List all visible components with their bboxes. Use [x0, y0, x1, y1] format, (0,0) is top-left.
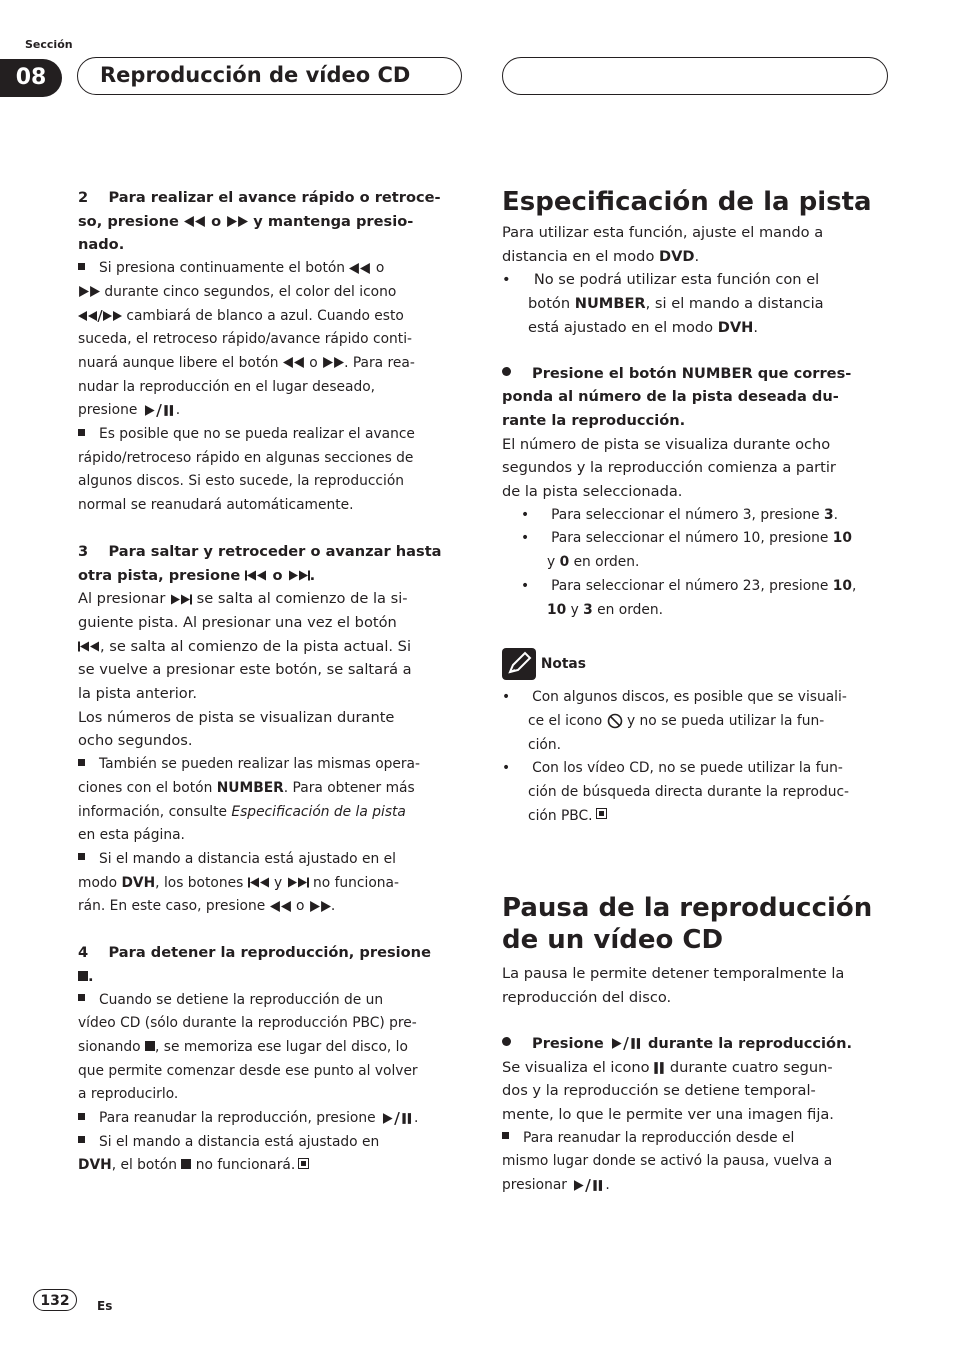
- step-3-heading: 3 Para saltar y retroceder o avanzar hasta otra pista, presione o .: [78, 542, 442, 584]
- example-3: • Para seleccionar el número 23, presione 10, 10 y 3 en orden.: [521, 577, 857, 618]
- chapter-title-box: [77, 57, 462, 95]
- heading-pause-playback: Pausa de la reproducción de un vídeo CD: [502, 893, 873, 956]
- rewind-icon: [283, 357, 305, 368]
- stop-icon: [181, 1159, 191, 1169]
- header-empty-box: [502, 57, 888, 95]
- page-number: 132: [33, 1289, 77, 1311]
- end-mark-icon: [298, 1158, 309, 1169]
- step-2-heading: 2 Para realizar el avance rápido o retroce- so, presione o y mantenga presio- nado.: [78, 189, 441, 254]
- play-pause-icon: [571, 1179, 605, 1192]
- previous-track-icon: [78, 641, 100, 652]
- fast-forward-icon: [322, 357, 344, 368]
- notes-heading: Notas: [502, 648, 894, 680]
- prohibited-icon: [607, 713, 623, 729]
- pause-intro: La pausa le permite detener temporalmente la reproducción del disco.: [502, 965, 845, 1007]
- note-1: • Con algunos discos, es posible que se visuali- ce el icono y no se pueda utilizar la fun- ción.: [502, 689, 847, 753]
- example-2: • Para seleccionar el número 10, presione 10 y 0 en orden.: [521, 530, 852, 571]
- pause-description: Se visualiza el icono durante cuatro segun- dos y la reproducción se detiene temporal- mente, lo que le permite ver una imagen fija.: [502, 1058, 834, 1123]
- end-mark-icon: [596, 808, 607, 819]
- track-spec-description: El número de pista se visualiza durante ocho segundos y la reproducción comienza a partir de la pista seleccionada.: [502, 435, 836, 501]
- chapter-title: Reproducción de vídeo CD: [100, 63, 411, 87]
- fast-forward-icon: [309, 901, 331, 912]
- step-3-para-2: Los números de pista se visualizan durante ocho segundos.: [78, 708, 395, 750]
- next-track-icon: [170, 594, 192, 605]
- step-3-para-1: Al presionar se salta al comienzo de la si- guiente pista. Al presionar una vez el botón , se salta al comienzo de la pista actual. Si se vuelve a presionar este botón, se saltará a la pista anterior.: [78, 590, 412, 703]
- next-track-icon: [287, 877, 309, 888]
- pause-step: Presione durante la reproducción.: [502, 1032, 894, 1056]
- example-1: • Para seleccionar el número 3, presione 3.: [521, 506, 839, 523]
- right-column: [502, 186, 894, 1198]
- track-spec-step: Presione el botón NUMBER que corres- ponda al número de la pista deseada du- rante la reproducción.: [502, 364, 852, 429]
- step-2-note-2: Es posible que no se pueda realizar el avance rápido/retroceso rápido en algunas secciones de algunos discos. Si esto sucede, la reproducción normal se reanudará automáticamente.: [78, 426, 415, 514]
- language-code: Es: [97, 1299, 113, 1313]
- previous-track-icon: [248, 877, 270, 888]
- note-2: • Con los vídeo CD, no se puede utilizar la fun- ción de búsqueda directa durante la reproduc- ción PBC.: [502, 760, 850, 824]
- fast-forward-icon: [78, 286, 100, 297]
- section-number-badge: 08: [0, 59, 62, 97]
- stop-icon: [145, 1041, 155, 1051]
- step-3-note-1: También se pueden realizar las mismas opera- ciones con el botón NUMBER. Para obtener más información, consulte Especificación de la pista en esta página.: [78, 756, 420, 844]
- heading-track-specification: Especificación de la pista: [502, 187, 872, 217]
- section-label: Sección: [25, 38, 73, 51]
- play-pause-icon: [142, 404, 176, 417]
- track-spec-bullet: • No se podrá utilizar esta función con el botón NUMBER, si el mando a distancia está ajustado en el modo DVH.: [502, 271, 824, 336]
- previous-track-icon: [245, 570, 267, 581]
- step-3-note-2: Si el mando a distancia está ajustado en el modo DVH, los botones y no funciona- rán. En este caso, presione o .: [78, 850, 399, 915]
- track-spec-intro: Para utilizar esta función, ajuste el mando a distancia en el modo DVD.: [502, 224, 824, 265]
- rewind-icon: [184, 216, 206, 227]
- play-pause-icon: [380, 1112, 414, 1125]
- rewind-icon: [349, 263, 371, 274]
- pause-note: Para reanudar la reproducción desde el mismo lugar donde se activó la pausa, vuelva a presionar .: [502, 1129, 833, 1194]
- next-track-icon: [288, 570, 310, 581]
- pencil-note-icon: [502, 648, 536, 680]
- step-4-note-3: Si el mando a distancia está ajustado en DVH, el botón no funcionará.: [78, 1133, 380, 1174]
- rewind-icon: [270, 901, 292, 912]
- step-4-note-2: Para reanudar la reproducción, presione .: [78, 1107, 470, 1131]
- play-pause-icon: [609, 1037, 643, 1050]
- left-column: [78, 186, 470, 1178]
- step-4-heading: 4 Para detener la reproducción, presione .: [78, 944, 431, 985]
- fast-forward-icon: [226, 216, 248, 227]
- pause-icon: [654, 1061, 665, 1075]
- step-4-note-1: Cuando se detiene la reproducción de un vídeo CD (sólo durante la reproducción PBC) pre- sionando , se memoriza ese lugar del disco, lo que permite comenzar desde ese punto al volver a reproducirlo.: [78, 991, 418, 1103]
- rewind-ff-icon: [78, 310, 122, 322]
- step-2-note-1: Si presiona continuamente el botón o durante cinco segundos, el color del icono cambiará de blanco a azul. Cuando esto suceda, el retroceso rápido/avance rápido conti- nuará aunque libere el botón o . Para rea- nudar la reproducción en el lugar deseado, presione .: [78, 260, 415, 419]
- stop-icon: [78, 971, 88, 981]
